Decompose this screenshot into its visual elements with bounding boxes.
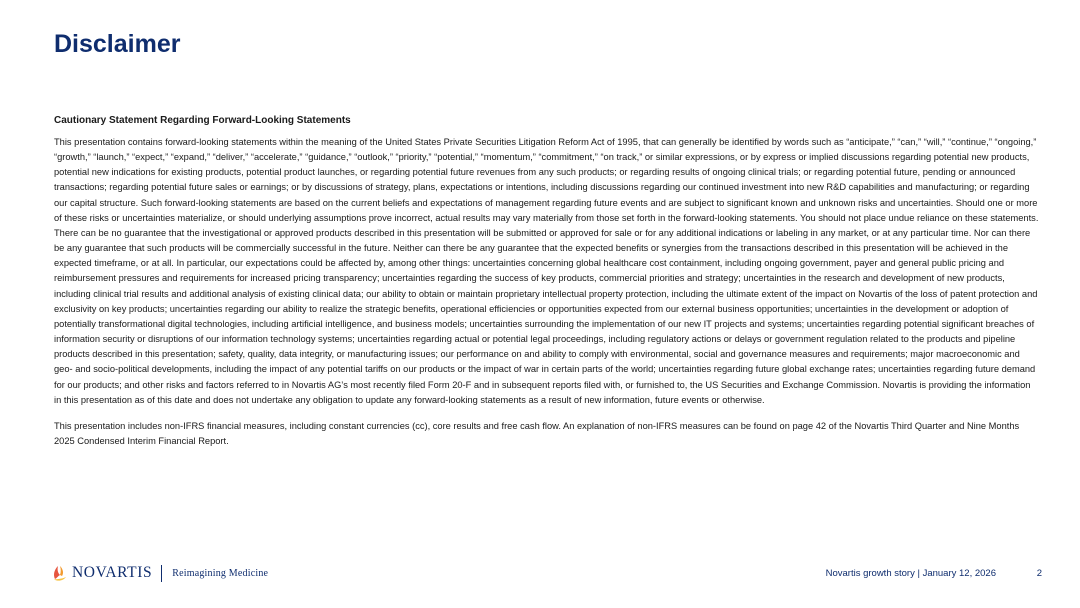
page-number: 2 — [1036, 568, 1042, 579]
novartis-flame-icon — [52, 564, 68, 582]
slide-footer — [0, 558, 1080, 588]
disclaimer-body — [54, 115, 1040, 449]
logo-tagline: Reimagining Medicine — [172, 567, 269, 579]
logo-divider — [161, 565, 162, 582]
forward-looking-paragraph: This presentation contains forward-looking statements within the meaning of the United States Private Securities Litigation Reform Act of 1995, that can generally be identified by words such as “anticipate,” “can,” “will,” “continue,” “ongoing,” “growth,” “launch,” “expect,” “expand,” “deliver,” “accelerate,” “guidance,” “outlook,” “priority,” “potential,” “momentum,” “commitment,” “on track,” or similar expressions, or by express or implied discussions regarding potential new products, potential new indications for existing products, potential product launches, or regarding potential future revenues from any such products; or regarding results of ongoing clinical trials; or regarding potential future, pending or announced transactions; regarding potential future sales or earnings; or by discussions of strategy, plans, expectations or intentions, including discussions regarding our continued investment into new R&D capabilities and manufacturing; or regarding our capital structure. Such forward-looking statements are based on the current beliefs and expectations of management regarding future events and are subject to significant known and unknown risks and uncertainties. Should one or more of these risks or uncertainties materialize, or should underlying assumptions prove incorrect, actual results may vary materially from those set forth in the forward-looking statements. You should not place undue reliance on these statements. There can be no guarantee that the investigational or approved products described in this presentation will be submitted or approved for sale or for any additional indications or labeling in any market, or at any particular time. Nor can there be any guarantee that such products will be commercially successful in the future. Neither can there be any guarantee that the expected benefits or synergies from the transactions described in this presentation will be achieved in the expected timeframe, or at all. In particular, our expectations could be affected by, among other things: uncertainties concerning global healthcare cost containment, including ongoing government, payer and general public pricing and reimbursement pressures and requirements for increased pricing transparency; uncertainties regarding the success of key products, commercial priorities and strategy; uncertainties in the research and development of new products, including clinical trial results and additional analysis of existing clinical data; our ability to obtain or maintain proprietary intellectual property protection, including the ultimate extent of the impact on Novartis of the loss of patent protection and exclusivity on key products; uncertainties regarding our ability to realize the strategic benefits, operational efficiencies or opportunities expected from our external business opportunities; uncertainties in the development or adoption of potentially transformational digital technologies, including artificial intelligence, and business models; uncertainties surrounding the implementation of our new IT projects and systems; uncertainties regarding potential significant breaches of information security or disruptions of our information technology systems; uncertainties regarding actual or potential legal proceedings, including regulatory actions or delays or government regulation related to the products and pipeline products described in this presentation; safety, quality, data integrity, or manufacturing issues; our performance on and ability to comply with environmental, social and governance measures and requirements; major macroeconomic and geo- and socio-political developments, including the impact of any potential tariffs on our products or the impact of war in certain parts of the world; uncertainties regarding future global exchange rates; uncertainties regarding future demand for our products; and other risks and factors referred to in Novartis AG’s most recently filed Form 20-F and in subsequent reports filed with, or furnished to, the US Securities and Exchange Commission. Novartis is providing the information in this presentation as of this date and does not undertake any obligation to update any forward-looking statements as a result of new information, future events or otherwise. — [54, 137, 1039, 405]
footer-caption: Novartis growth story | January 12, 2026 — [825, 568, 996, 579]
section-heading: Cautionary Statement Regarding Forward-Looking Statements — [54, 115, 351, 126]
non-ifrs-paragraph: This presentation includes non-IFRS financial measures, including constant currencies (cc), core results and free cash flow. An explanation of non-IFRS measures can be found on page 42 of the Novartis Third Quarter and Nine Months 2025 Condensed Interim Financial Report. — [54, 420, 1020, 446]
slide-title: Disclaimer — [54, 30, 181, 58]
logo-wordmark: NOVARTIS — [72, 564, 153, 581]
novartis-logo — [52, 564, 268, 582]
